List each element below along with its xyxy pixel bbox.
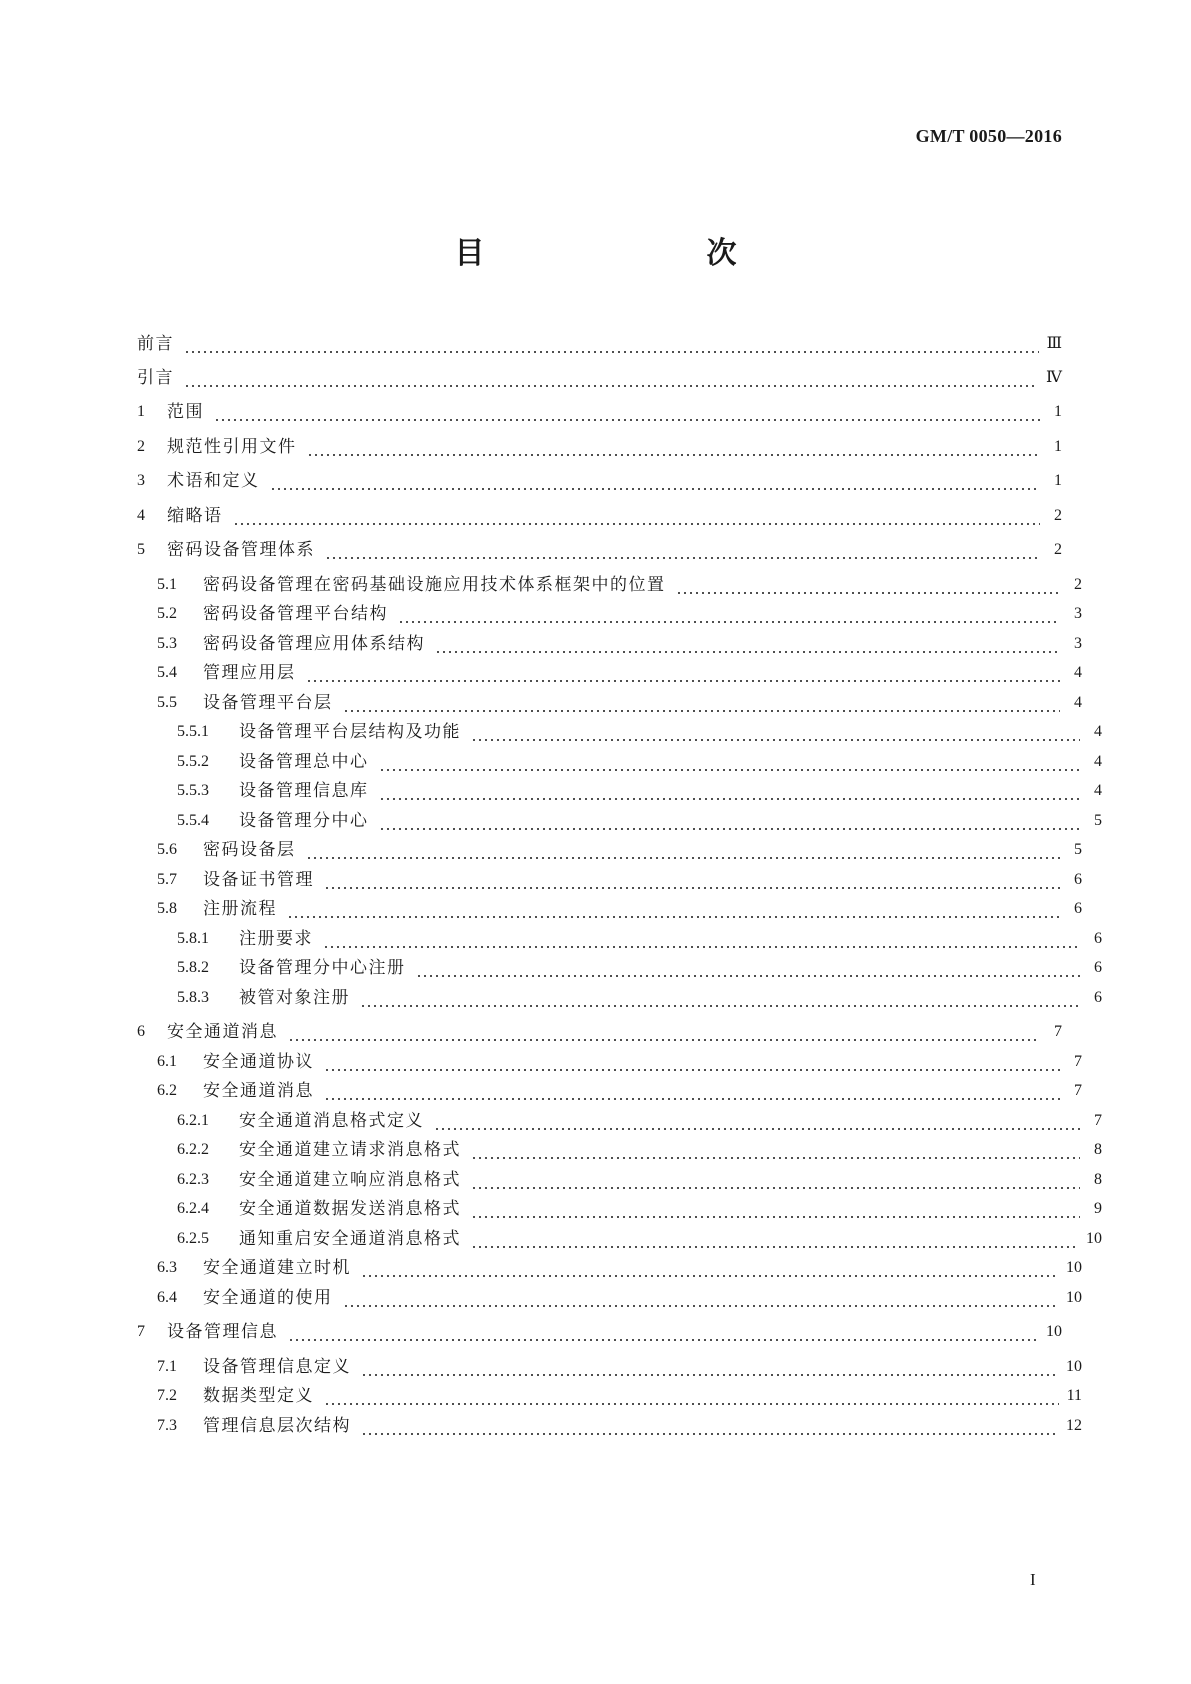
- toc-entry-label: 设备管理平台层结构及功能: [239, 722, 461, 742]
- toc-entry[interactable]: [137, 1050, 1082, 1074]
- toc-entry-page: 4: [1094, 782, 1102, 799]
- toc-entry-page: 3: [1074, 635, 1082, 652]
- dot-leader: [379, 750, 1081, 774]
- toc-entry-number: 5.7: [157, 871, 177, 888]
- dot-leader: [343, 691, 1061, 715]
- dot-leader: [471, 1168, 1080, 1192]
- toc-entry-label: 设备管理分中心: [239, 811, 369, 831]
- toc-entry-label: 安全通道消息: [203, 1081, 314, 1101]
- toc-entry[interactable]: [137, 1286, 1082, 1310]
- toc-entry-number: 5.8.3: [177, 989, 209, 1006]
- toc-entry-page: 2: [1074, 576, 1082, 593]
- toc-entry-number: 5: [137, 541, 145, 558]
- toc-entry-number: 5.8: [157, 900, 177, 917]
- toc-entry-number: 6.2: [157, 1082, 177, 1099]
- toc-entry-label: 密码设备管理平台结构: [203, 604, 388, 624]
- toc-entry-page: 5: [1074, 841, 1082, 858]
- toc-entry[interactable]: [137, 1197, 1102, 1221]
- dot-leader: [435, 632, 1060, 656]
- toc-entry[interactable]: [137, 897, 1082, 921]
- toc-entry[interactable]: [137, 1320, 1062, 1344]
- toc-entry-page: 8: [1094, 1141, 1102, 1158]
- dot-leader: [361, 1414, 1058, 1438]
- toc-entry-label: 前言: [137, 334, 174, 354]
- toc-entry[interactable]: [137, 661, 1082, 685]
- toc-entry-label: 引言: [137, 368, 174, 388]
- toc-entry-label: 缩略语: [167, 506, 223, 526]
- toc-entry[interactable]: [137, 400, 1062, 424]
- dot-leader: [324, 1384, 1059, 1408]
- toc-entry-page: 1: [1054, 403, 1062, 420]
- toc-entry-label: 范围: [167, 402, 204, 422]
- toc-entry-page: 10: [1086, 1230, 1102, 1247]
- toc-entry-label: 安全通道建立响应消息格式: [239, 1170, 461, 1190]
- toc-entry-label: 安全通道消息格式定义: [239, 1111, 424, 1131]
- toc-entry-number: 5.8.2: [177, 959, 209, 976]
- toc-entry-number: 1: [137, 403, 145, 420]
- toc-entry-page: Ⅳ: [1046, 369, 1062, 386]
- dot-leader: [306, 838, 1061, 862]
- toc-entry-number: 6: [137, 1023, 145, 1040]
- toc-entry-page: 11: [1066, 1387, 1082, 1404]
- toc-entry-page: 3: [1074, 605, 1082, 622]
- dot-leader: [398, 602, 1060, 626]
- toc-entry[interactable]: [137, 469, 1062, 493]
- toc-entry-label: 规范性引用文件: [167, 437, 297, 457]
- dot-leader: [270, 469, 1041, 493]
- toc-entry-number: 5.5.2: [177, 753, 209, 770]
- toc-title: 目 次: [454, 236, 791, 271]
- toc-entry-number: 5.8.1: [177, 930, 209, 947]
- toc-entry-label: 密码设备管理应用体系结构: [203, 634, 425, 654]
- toc-entry-page: 6: [1094, 959, 1102, 976]
- toc-entry-page: 4: [1074, 664, 1082, 681]
- toc-entry-label: 安全通道建立时机: [203, 1258, 351, 1278]
- toc-entry-number: 6.2.4: [177, 1200, 209, 1217]
- toc-entry-label: 设备管理平台层: [203, 693, 333, 713]
- toc-entry-number: 7.3: [157, 1417, 177, 1434]
- toc-entry-number: 5.4: [157, 664, 177, 681]
- dot-leader: [288, 1320, 1038, 1344]
- dot-leader: [184, 332, 1039, 356]
- toc-entry-number: 5.1: [157, 576, 177, 593]
- toc-entry[interactable]: [137, 538, 1062, 562]
- dot-leader: [324, 1050, 1060, 1074]
- dot-leader: [324, 868, 1060, 892]
- toc-entry-page: 1: [1054, 438, 1062, 455]
- toc-entry[interactable]: [137, 809, 1102, 833]
- toc-entry-number: 5.5.4: [177, 812, 209, 829]
- toc-entry[interactable]: [137, 838, 1082, 862]
- toc-entry[interactable]: [137, 1256, 1082, 1280]
- toc-entry-page: Ⅲ: [1046, 335, 1062, 352]
- toc-entry[interactable]: [137, 1109, 1102, 1133]
- dot-leader: [184, 366, 1038, 390]
- dot-leader: [287, 897, 1060, 921]
- toc-entry-number: 5.3: [157, 635, 177, 652]
- toc-entry[interactable]: [137, 366, 1062, 390]
- toc-entry[interactable]: [137, 750, 1102, 774]
- toc-entry[interactable]: [137, 435, 1062, 459]
- toc-entry[interactable]: [137, 956, 1102, 980]
- dot-leader: [360, 986, 1080, 1010]
- toc-entry[interactable]: [137, 632, 1082, 656]
- toc-entry[interactable]: [137, 868, 1082, 892]
- toc-entry-label: 设备证书管理: [203, 870, 314, 890]
- toc-entry-page: 10: [1046, 1323, 1062, 1340]
- toc-entry-number: 6.2.3: [177, 1171, 209, 1188]
- toc-entry[interactable]: [137, 1079, 1082, 1103]
- toc-entry[interactable]: [137, 691, 1082, 715]
- toc-entry-number: 3: [137, 472, 145, 489]
- toc-entry[interactable]: [137, 1138, 1102, 1162]
- toc-entry-page: 7: [1074, 1053, 1082, 1070]
- dot-leader: [471, 1197, 1080, 1221]
- toc-entry[interactable]: [137, 986, 1102, 1010]
- toc-entry-number: 4: [137, 507, 145, 524]
- dot-leader: [343, 1286, 1059, 1310]
- dot-leader: [471, 1227, 1078, 1251]
- dot-leader: [233, 504, 1041, 528]
- toc-entry-page: 4: [1094, 723, 1102, 740]
- toc-entry-page: 10: [1066, 1358, 1082, 1375]
- toc-entry-label: 安全通道建立请求消息格式: [239, 1140, 461, 1160]
- toc-entry-label: 注册要求: [239, 929, 313, 949]
- toc-entry-label: 密码设备管理体系: [167, 540, 315, 560]
- dot-leader: [307, 435, 1041, 459]
- toc-entry[interactable]: [137, 1384, 1082, 1408]
- toc-entry-number: 6.3: [157, 1259, 177, 1276]
- dot-leader: [325, 538, 1040, 562]
- toc-entry[interactable]: [137, 1414, 1082, 1438]
- dot-leader: [306, 661, 1061, 685]
- document-code: GM/T 0050—2016: [915, 126, 1062, 146]
- toc-entry-number: 5.6: [157, 841, 177, 858]
- toc-entry[interactable]: [137, 504, 1062, 528]
- toc-entry[interactable]: [137, 1355, 1082, 1379]
- dot-leader: [471, 1138, 1080, 1162]
- dot-leader: [434, 1109, 1080, 1133]
- toc-entry-number: 6.1: [157, 1053, 177, 1070]
- toc-entry-label: 被管对象注册: [239, 988, 350, 1008]
- toc-entry-label: 安全通道消息: [167, 1022, 278, 1042]
- dot-leader: [288, 1020, 1040, 1044]
- toc-entry-page: 2: [1054, 507, 1062, 524]
- toc-entry-page: 10: [1066, 1259, 1082, 1276]
- footer-page-number: I: [1030, 1570, 1036, 1589]
- toc-entry-label: 设备管理信息定义: [203, 1357, 351, 1377]
- toc-entry[interactable]: [137, 332, 1062, 356]
- toc-entry-page: 6: [1074, 900, 1082, 917]
- toc-entry-number: 6.4: [157, 1289, 177, 1306]
- toc-entry-label: 设备管理信息: [167, 1322, 278, 1342]
- toc-entry-number: 5.5.3: [177, 782, 209, 799]
- dot-leader: [323, 927, 1080, 951]
- dot-leader: [361, 1256, 1058, 1280]
- dot-leader: [416, 956, 1081, 980]
- toc-entry-page: 10: [1066, 1289, 1082, 1306]
- toc-entry-number: 5.2: [157, 605, 177, 622]
- toc-entry-number: 7.1: [157, 1358, 177, 1375]
- toc-entry[interactable]: [137, 602, 1082, 626]
- toc-entry-label: 注册流程: [203, 899, 277, 919]
- toc-entry-page: 2: [1054, 541, 1062, 558]
- toc-entry-page: 6: [1074, 871, 1082, 888]
- toc-entry-page: 4: [1094, 753, 1102, 770]
- toc-entry-number: 7: [137, 1323, 145, 1340]
- toc-entry-label: 术语和定义: [167, 471, 260, 491]
- toc-entry-page: 9: [1094, 1200, 1102, 1217]
- toc-entry-page: 7: [1094, 1112, 1102, 1129]
- toc-entry-label: 设备管理信息库: [239, 781, 369, 801]
- toc-entry-number: 5.5: [157, 694, 177, 711]
- toc-entry-label: 通知重启安全通道消息格式: [239, 1229, 461, 1249]
- toc-entry-label: 设备管理总中心: [239, 752, 369, 772]
- toc-entry[interactable]: [137, 573, 1082, 597]
- toc-entry-number: 5.5.1: [177, 723, 209, 740]
- toc-entry[interactable]: [137, 927, 1102, 951]
- dot-leader: [471, 720, 1080, 744]
- dot-leader: [361, 1355, 1058, 1379]
- dot-leader: [214, 400, 1040, 424]
- toc-entry-label: 管理应用层: [203, 663, 296, 683]
- dot-leader: [324, 1079, 1060, 1103]
- toc-entry-page: 6: [1094, 989, 1102, 1006]
- toc-entry-label: 设备管理分中心注册: [239, 958, 406, 978]
- toc-entry[interactable]: [137, 720, 1102, 744]
- toc-entry-page: 1: [1054, 472, 1062, 489]
- toc-entry[interactable]: [137, 1020, 1062, 1044]
- dot-leader: [379, 809, 1081, 833]
- dot-leader: [379, 779, 1081, 803]
- toc-entry-page: 8: [1094, 1171, 1102, 1188]
- toc-entry-label: 安全通道数据发送消息格式: [239, 1199, 461, 1219]
- toc-entry[interactable]: [137, 779, 1102, 803]
- toc-entry-label: 管理信息层次结构: [203, 1416, 351, 1436]
- toc-entry-page: 12: [1066, 1417, 1082, 1434]
- toc-entry-page: 6: [1094, 930, 1102, 947]
- toc-entry-number: 6.2.2: [177, 1141, 209, 1158]
- toc-entry[interactable]: [137, 1168, 1102, 1192]
- dot-leader: [676, 573, 1061, 597]
- toc-entry-page: 7: [1074, 1082, 1082, 1099]
- toc-entry-label: 密码设备层: [203, 840, 296, 860]
- toc-entry-number: 2: [137, 438, 145, 455]
- toc-entry-number: 6.2.1: [177, 1112, 209, 1129]
- toc-entry-label: 数据类型定义: [203, 1386, 314, 1406]
- toc-entry-label: 安全通道协议: [203, 1052, 314, 1072]
- toc-entry-page: 7: [1054, 1023, 1062, 1040]
- toc-entry-number: 7.2: [157, 1387, 177, 1404]
- toc-entry-page: 5: [1094, 812, 1102, 829]
- toc-entry[interactable]: [137, 1227, 1102, 1251]
- toc-entry-label: 密码设备管理在密码基础设施应用技术体系框架中的位置: [203, 575, 666, 595]
- toc-entry-number: 6.2.5: [177, 1230, 209, 1247]
- toc-entry-page: 4: [1074, 694, 1082, 711]
- toc-entry-label: 安全通道的使用: [203, 1288, 333, 1308]
